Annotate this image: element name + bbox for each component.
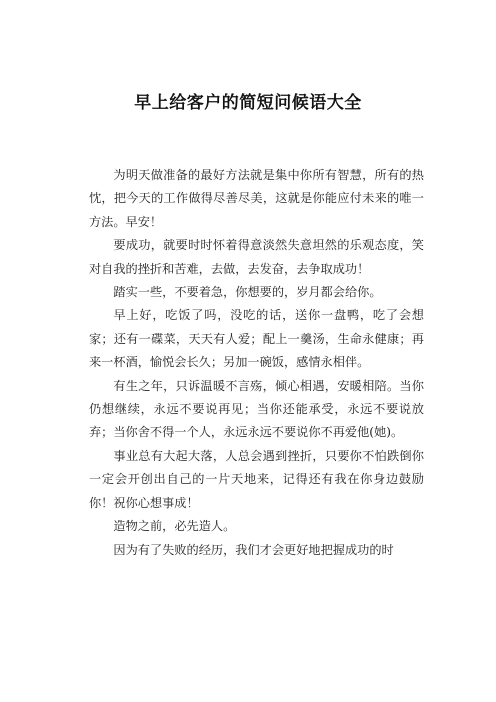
paragraph: 造物之前，必先造人。 (113, 519, 236, 534)
document-title: 早上给客户的简短问候语大全 (134, 93, 362, 113)
paragraph: 有生之年，只诉温暖不言殇，倾心相遇，安暖相陪。当你仍想继续，永远不要说再见；当你还能承受，永远不要说放弃；当你舍不得一个人，永远永远不要说你不再爱他(她)。 (89, 378, 424, 440)
paragraph: 因为有了失败的经历，我们才会更好地把握成功的时 (113, 542, 394, 557)
paragraph: 为明天做准备的最好方法就是集中你所有智慧，所有的热忱，把今天的工作做得尽善尽美，这就是你能应付未来的唯一方法。早安！ (89, 168, 424, 229)
document-body (89, 164, 424, 562)
paragraph: 早上好，吃饭了吗，没吃的话，送你一盘鸭，吃了会想家；还有一碟菜，天天有人爱；配上一羹汤，生命永健康；再来一杯酒，愉悦会长久；另加一碗饭，感情永相伴。 (89, 308, 424, 370)
paragraph: 要成功，就要时时怀着得意淡然失意坦然的乐观态度，笑对自我的挫折和苦难，去做，去发奋，去争取成功！ (89, 238, 424, 276)
paragraph: 踏实一些，不要着急，你想要的，岁月都会给你。 (113, 285, 382, 300)
paragraph: 事业总有大起大落，人总会遇到挫折，只要你不怕跌倒你一定会开创出自己的一片天地来，记得还有我在你身边鼓励你！祝你心想事成！ (89, 448, 424, 510)
